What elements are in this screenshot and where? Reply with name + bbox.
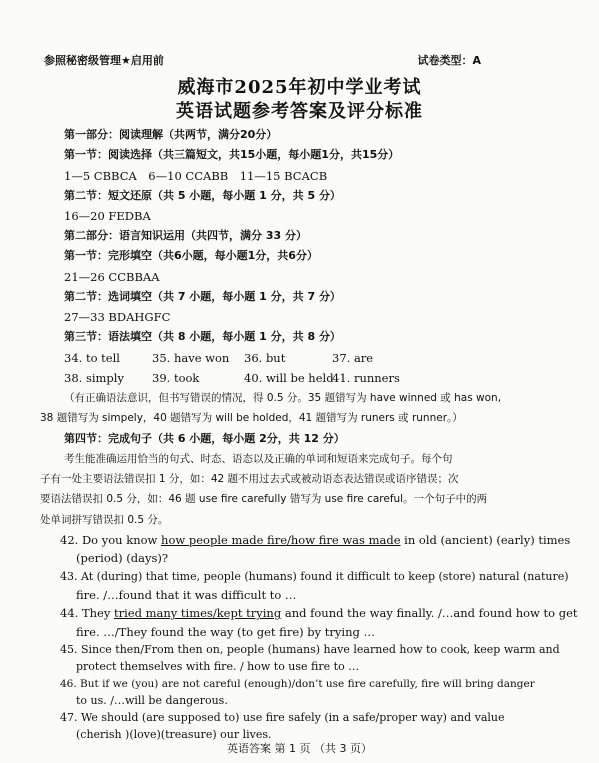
answer-43: 43. At (during) that time, people (humans) found it difficult to keep (store) natural (nature) bbox=[60, 569, 569, 583]
cloze-heading: 第一节：完形填空（共6小题，每小题1分，共6分） bbox=[64, 249, 318, 263]
answers-16-20: 16—20 FEDBA bbox=[64, 209, 151, 223]
page-subtitle: 英语试题参考答案及评分标准 bbox=[176, 101, 423, 122]
page-footer: 英语答案 第 1 页 （共 3 页） bbox=[227, 742, 372, 755]
part2-heading: 第二部分：语言知识运用（共四节，满分 33 分） bbox=[64, 229, 307, 243]
word-choice-heading: 第二节：选词填空（共 7 小题，每小题 1 分，共 7 分） bbox=[64, 289, 341, 303]
confidentiality-note: 参照秘密级管理★启用前 bbox=[44, 54, 164, 67]
answer-44: 44. They tried many times/kept trying and found the way finally. /…and found how to get bbox=[60, 606, 578, 621]
scoring-rule: 考生能准确运用恰当的句式、时态、语态以及正确的单词和短语来完成句子。每个句 bbox=[64, 452, 453, 465]
answers-1-15: 1—5 CBBCA 6—10 CCABB 11—15 BCACB bbox=[64, 168, 328, 183]
grammar-answer: 37. are bbox=[332, 350, 374, 365]
section1-heading: 第一节：阅读选择（共三篇短文，共15小题，每小题1分，共15分） bbox=[64, 148, 400, 162]
answer-45: 45. Since then/From then on, people (humans) have learned how to cook, keep warm and bbox=[60, 643, 560, 657]
scoring-rule: 处单词拼写错误扣 0.5 分。 bbox=[40, 513, 169, 526]
section2-heading: 第二节：短文还原（共 5 小题，每小题 1 分，共 5 分） bbox=[64, 188, 341, 202]
grammar-answer: 39. took bbox=[152, 370, 200, 385]
sentence-heading: 第四节：完成句子（共 6 小题，每小题 2分，共 12 分） bbox=[64, 431, 345, 445]
answer-46-cont: to us. /…will be dangerous. bbox=[76, 693, 228, 707]
grammar-answer: 41. runners bbox=[332, 370, 400, 385]
grammar-heading: 第三节：语法填空（共 8 小题，每小题 1 分，共 8 分） bbox=[64, 330, 341, 344]
grammar-answer: 38. simply bbox=[64, 370, 124, 385]
scoring-rule: 子有一处主要语法错误扣 1 分，如：42 题不用过去式或被动语态表达错误或语序错误；次 bbox=[40, 473, 459, 486]
grammar-note: （有正确语法意识，但书写错误的情况，得 0.5 分。35 题错写为 have winned 或 has won, bbox=[64, 392, 502, 405]
answer-47-cont: (cherish )(love)(treasure) our lives. bbox=[76, 727, 272, 741]
grammar-answer: 34. to tell bbox=[64, 350, 120, 365]
grammar-answer: 36. but bbox=[244, 350, 286, 365]
grammar-note-cont: 38 题错写为 simpely，40 题错写为 will be holded，41 题错写为 runers 或 runner。） bbox=[40, 412, 463, 425]
paper-type: 试卷类型：A bbox=[417, 54, 481, 67]
answer-46: 46. But if we (you) are not careful (enough)/don’t use fire carefully, fire will bring danger bbox=[60, 677, 535, 690]
answer-42: 42. Do you know how people made fire/how fire was made in old (ancient) (early) times bbox=[60, 532, 571, 547]
grammar-answer: 35. have won bbox=[152, 350, 230, 365]
answer-43-cont: fire. /…found that it was difficult to … bbox=[76, 588, 297, 602]
answer-44-cont: fire. …/They found the way (to get fire) by trying … bbox=[76, 624, 376, 639]
part1-heading: 第一部分：阅读理解（共两节，满分20分） bbox=[64, 128, 278, 141]
answer-45-cont: protect themselves with fire. / how to use fire to … bbox=[76, 659, 360, 673]
answers-27-33: 27—33 BDAHGFC bbox=[64, 310, 171, 325]
answer-47: 47. We should (are supposed to) use fire safely (in a safe/proper way) and value bbox=[60, 710, 505, 724]
scoring-rule: 要语法错误扣 0.5 分，如：46 题 use fire carefully 错写为 use fire careful。一个句子中的两 bbox=[40, 493, 488, 506]
page-title: 威海市2025年初中学业考试 bbox=[177, 77, 422, 98]
grammar-answer: 40. will be held bbox=[244, 370, 334, 385]
answers-21-26: 21—26 CCBBAA bbox=[64, 269, 160, 284]
answer-42-cont: (period) (days)? bbox=[76, 551, 169, 566]
